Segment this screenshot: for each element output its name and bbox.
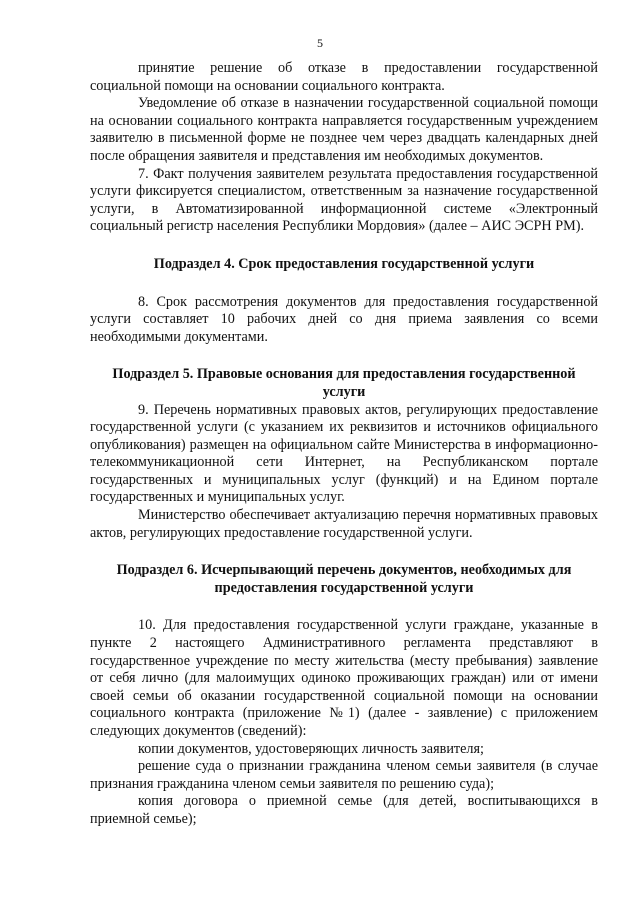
list-item-identity-documents: копии документов, удостоверяющих личность заявителя;	[138, 740, 484, 757]
document-body	[90, 60, 598, 829]
paragraph-item-9: 9. Перечень нормативных правовых актов, регулирующих предоставление государственной услуги (с указанием их реквизитов и источников официального опубликования) размещен на официальном сайте Министерства в информационно-телекоммуникационной сети Интернет, на Республиканском портале государственных и муниципальных услуг (функций) и на Едином портале государственных и муниципальных услуг.	[90, 401, 598, 506]
list-item-foster-family-contract: копия договора о приемной семье (для детей, воспитывающихся в приемной семье);	[90, 793, 598, 827]
paragraph-item-7: 7. Факт получения заявителем результата предоставления государственной услуги фиксируется специалистом, ответственным за назначение государственной услуги, в Автоматизированной информационной системе «Электронный социальный регистр населения Республики Мордовия» (далее – АИС ЭСРН РМ).	[90, 165, 598, 235]
list-item-court-decision: решение суда о признании гражданина членом семьи заявителя (в случае признания гражданина членом семьи заявителя по решению суда);	[90, 758, 598, 792]
page-number: 5	[317, 36, 323, 50]
heading-subsection-6: Подраздел 6. Исчерпывающий перечень документов, необходимых для предоставления государственной услуги	[116, 562, 572, 596]
heading-subsection-5: Подраздел 5. Правовые основания для предоставления государственной услуги	[112, 366, 576, 400]
paragraph-item-10: 10. Для предоставления государственной услуги граждане, указанные в пункте 2 настоящего Административного регламента представляют в государственное учреждение по месту жительства (месту пребывания) заявление от себя лично (для малоимущих одиноко проживающих граждан) или от имени своей семьи об оказании государственной социальной помощи на основании социального контракта (приложение №1) (далее - заявление) с приложением следующих документов (сведений):	[90, 617, 598, 739]
paragraph-item-8: 8. Срок рассмотрения документов для предоставления государственной услуги составляет 10 рабочих дней со дня приема заявления со всеми необходимыми документами.	[90, 293, 598, 345]
paragraph-ministry-actualization: Министерство обеспечивает актуализацию перечня нормативных правовых актов, регулирующих предоставление государственной услуги.	[90, 507, 598, 541]
paragraph-refusal-notice: Уведомление об отказе в назначении государственной социальной помощи на основании социального контракта направляется государственным учреждением заявителю в письменной форме не позднее чем через двадцать календарных дней после обращения заявителя и представления им необходимых документов.	[90, 95, 598, 164]
paragraph-refusal-decision: принятие решение об отказе в предоставлении государственной социальной помощи на основании социального контракта.	[90, 60, 598, 94]
heading-subsection-4: Подраздел 4. Срок предоставления государственной услуги	[153, 255, 535, 272]
